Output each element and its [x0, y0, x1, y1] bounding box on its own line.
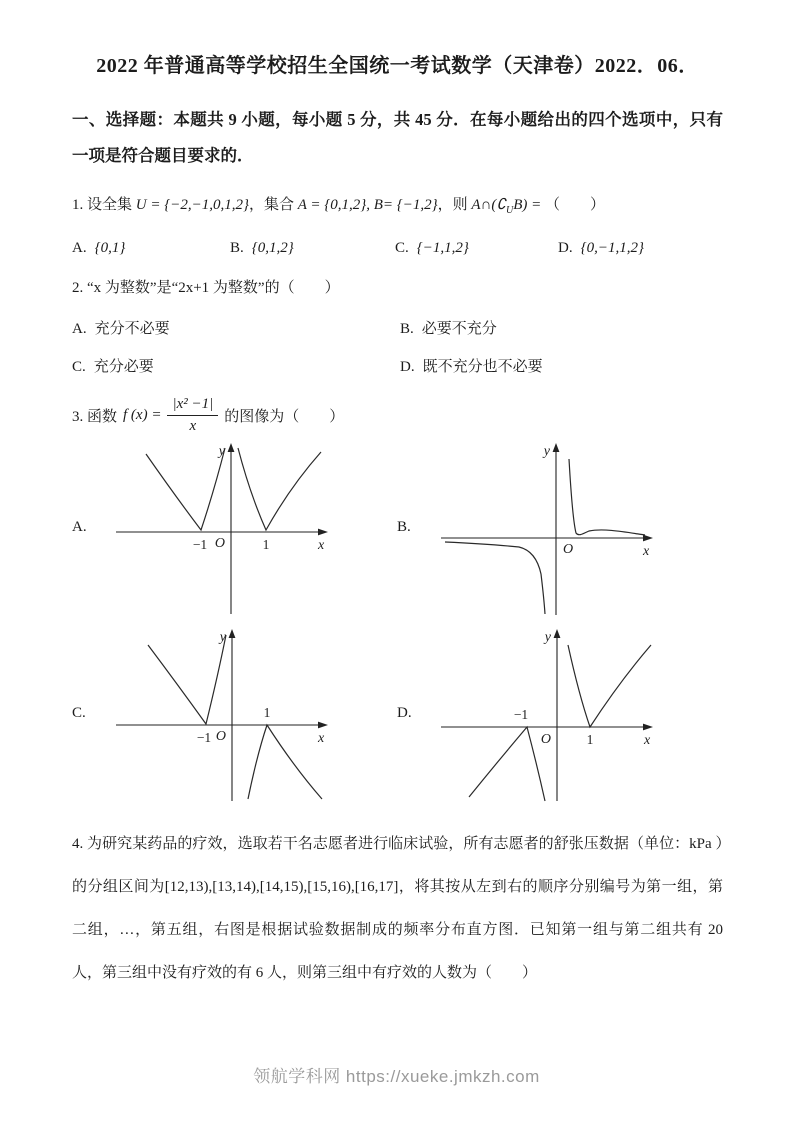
- q2-option-b: B. 必要不充分: [400, 321, 497, 337]
- y-axis-arrow-icon: [228, 443, 235, 452]
- curve-left-branch: [469, 727, 545, 801]
- page-content: [72, 50, 723, 995]
- y-axis-arrow-icon: [554, 629, 561, 638]
- origin-label: O: [540, 732, 551, 747]
- tick-pos1: 1: [586, 732, 594, 747]
- x-axis-label: x: [318, 731, 325, 746]
- q3-graph-row-1: [72, 439, 723, 621]
- question-1-stem: [72, 192, 723, 224]
- q1-option-d: D. {0,−1,1,2}: [558, 240, 644, 256]
- x-axis-arrow-icon: [318, 722, 328, 729]
- section-heading: 一、选择题：本题共 9 小题，每小题 5 分，共 45 分．在每小题给出的四个选项中，只有一项是符合题目要求的．: [72, 110, 723, 165]
- x-axis-arrow-icon: [643, 724, 653, 731]
- y-axis-arrow-icon: [553, 443, 560, 452]
- q3-graph-b-plot: [429, 439, 664, 621]
- q3-post: 的图像为（ ）: [224, 409, 345, 425]
- x-axis-label: x: [643, 544, 650, 559]
- curve-right-branch: [238, 448, 321, 530]
- q1-mid2: ，则: [437, 197, 468, 213]
- q1-option-b: B. {0,1,2}: [230, 240, 294, 256]
- q3-function: f (x) =: [123, 407, 162, 423]
- question-4-stem: 4. 为研究某药品的疗效，选取若干名志愿者进行临床试验，所有志愿者的舒张压数据（单位：kPa ）的分组区间为[12,13),[13,14),[14,15),[15,16),[16,17]，将其按从左到右的顺序分别编号为第一组，第二组，…，第五组，右图是根据试验数据制成的频率分布直方图．已知第一组与第二组共有 20 人，第三组中没有疗效的有 6 人，则第三组中有疗效的人数为（ ）: [72, 836, 723, 981]
- q3-graph-a: [72, 439, 397, 621]
- q1-complement-subscript: U: [505, 205, 514, 216]
- q3-graph-c-plot: [104, 625, 339, 807]
- curve-right-branch: [248, 725, 322, 799]
- q3-graph-a-plot: [104, 439, 339, 621]
- q1-answer-blank: （ ）: [544, 197, 605, 213]
- q3-graph-a-label: A.: [72, 519, 87, 535]
- q1-sets-ab: A = {0,1,2}, B= {−1,2}: [297, 197, 438, 213]
- footer-watermark: [0, 1062, 793, 1087]
- q3-graph-b-label: B.: [397, 519, 411, 535]
- curve-left-branch: [146, 448, 225, 530]
- page-title: 2022 年普通高等学校招生全国统一考试数学（天津卷）2022．06．: [96, 55, 699, 77]
- q3-graph-d-label: D.: [397, 705, 412, 721]
- q3-graph-c-label: C.: [72, 705, 86, 721]
- q3-fraction: [167, 396, 218, 435]
- curve-left-branch: [445, 542, 545, 614]
- q2-option-d: D. 既不充分也不必要: [400, 359, 543, 375]
- x-axis-label: x: [644, 733, 651, 748]
- q1-pre: 1. 设全集: [72, 197, 133, 213]
- origin-label: O: [214, 536, 225, 551]
- curve-right-branch: [568, 645, 651, 727]
- q2-option-a: A. 充分不必要: [72, 321, 170, 337]
- x-axis-arrow-icon: [318, 529, 328, 536]
- question-1-options: [72, 240, 723, 257]
- y-axis-label: y: [219, 630, 226, 645]
- tick-neg1: −1: [196, 730, 212, 745]
- tick-pos1: 1: [263, 705, 271, 720]
- q3-graph-c: [72, 625, 397, 807]
- question-3-stem: [72, 396, 723, 435]
- origin-label: O: [563, 542, 574, 557]
- y-axis-label: y: [544, 630, 551, 645]
- x-axis-label: x: [318, 538, 325, 553]
- tick-neg1: −1: [513, 707, 529, 722]
- q3-numerator: |x² −1|: [167, 396, 218, 416]
- q1-option-a: A. {0,1}: [72, 240, 126, 256]
- q3-graph-row-2: [72, 625, 723, 807]
- curve-right-branch: [569, 459, 645, 535]
- q2-option-c: C. 充分必要: [72, 359, 154, 375]
- q3-denominator: x: [189, 418, 197, 434]
- y-axis-arrow-icon: [229, 629, 236, 638]
- q1-expression: $A\cap(∁_UB)$ =: [471, 197, 542, 216]
- q1-mid1: ，集合: [248, 197, 294, 213]
- q1-set-u: U = {−2,−1,0,1,2}: [135, 197, 249, 213]
- q3-graph-d-plot: [429, 625, 664, 807]
- y-axis-label: y: [218, 444, 225, 459]
- q1-option-c: C. {−1,1,2}: [395, 240, 469, 256]
- tick-pos1: 1: [262, 537, 270, 552]
- q3-pre: 3. 函数: [72, 409, 118, 425]
- origin-label: O: [215, 729, 226, 744]
- question-2-stem: 2. “x 为整数”是“2x+1 为整数”的（ ）: [72, 280, 340, 296]
- y-axis-label: y: [543, 444, 550, 459]
- tick-neg1: −1: [192, 537, 208, 552]
- x-axis-arrow-icon: [643, 535, 653, 542]
- question-2-options: [72, 317, 723, 376]
- curve-left-branch: [148, 635, 226, 724]
- footer-link[interactable]: 领航学科网 https://xueke.jmkzh.com: [253, 1067, 540, 1086]
